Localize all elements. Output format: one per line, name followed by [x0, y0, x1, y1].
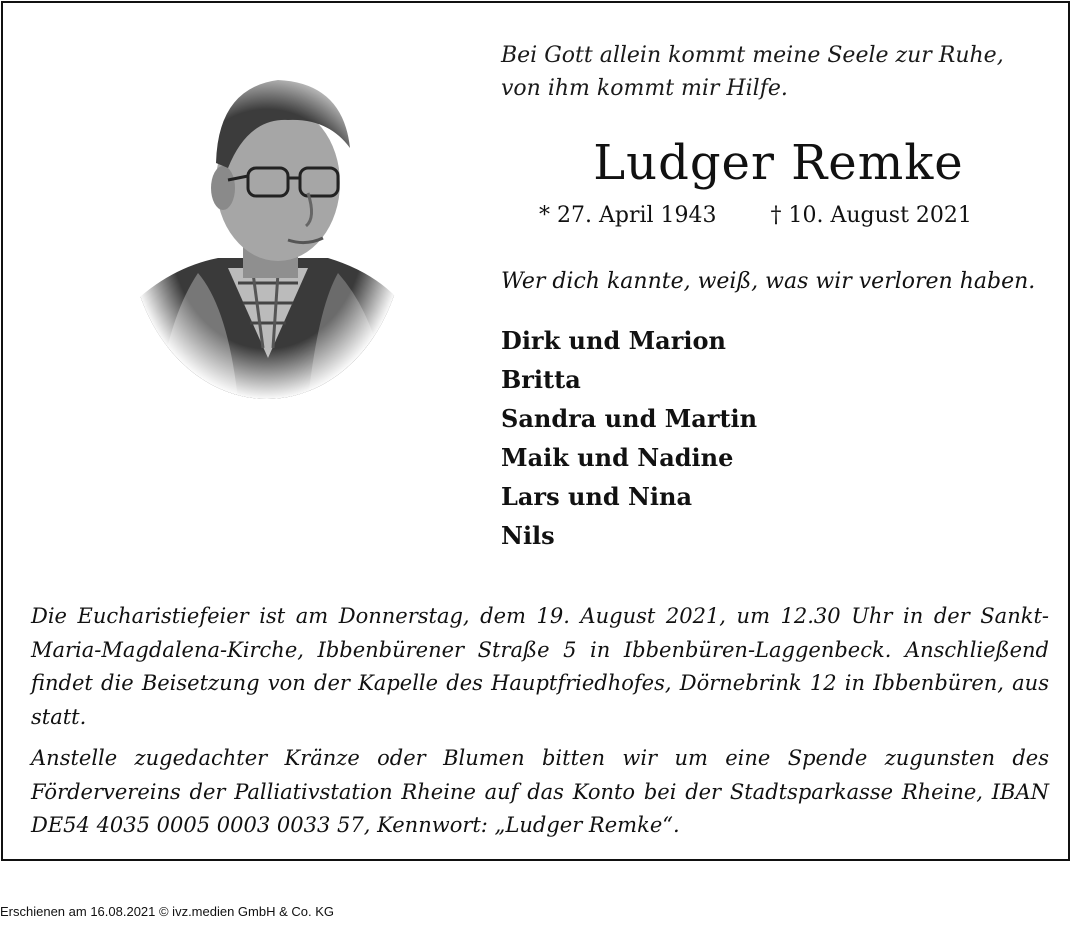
announcement: [31, 600, 1049, 843]
portrait-photo: [128, 58, 406, 400]
mourner-entry: Maik und Nadine: [501, 443, 734, 472]
obituary-notice: [1, 1, 1070, 861]
donation-paragraph: Anstelle zugedachter Kränze oder Blumen bitten wir um eine Spende zugunsten des Fördervereins der Palliativstation Rheine auf das Konto bei der Stadtsparkasse Rheine, IBAN DE54 4035 0005 0003 0033 57, Kennwort: „Ludger Remke“.: [31, 746, 1049, 837]
mourner-entry: Nils: [501, 521, 555, 550]
bible-verse-line: Bei Gott allein kommt meine Seele zur Ruhe,: [501, 43, 1004, 68]
deceased-name: Ludger Remke: [593, 135, 964, 191]
bible-verse: [501, 39, 1004, 105]
service-paragraph: Die Eucharistiefeier ist am Donnerstag, dem 19. August 2021, um 12.30 Uhr in der Sankt-Maria-Magdalena-Kirche, Ibbenbürener Straße 5 in Ibbenbüren-Laggenbeck. Anschließend findet die Beisetzung von der Kapelle des Hauptfriedhofes, Dörnebrink 12 in Ibbenbüren, aus statt.: [31, 604, 1049, 729]
mourner-entry: Dirk und Marion: [501, 326, 726, 355]
life-dates: [539, 203, 972, 228]
bible-verse-line: von ihm kommt mir Hilfe.: [501, 76, 788, 101]
mourner-entry: Sandra und Martin: [501, 404, 758, 433]
death-date: † 10. August 2021: [770, 203, 972, 228]
mourners-list: [501, 321, 757, 555]
mourner-entry: Lars und Nina: [501, 482, 693, 511]
publication-footer: Erschienen am 16.08.2021 © ivz.medien GmbH & Co. KG: [0, 904, 335, 919]
mourner-entry: Britta: [501, 365, 581, 394]
birth-date: * 27. April 1943: [539, 203, 717, 228]
memorial-quote: Wer dich kannte, weiß, was wir verloren haben.: [501, 269, 1036, 294]
